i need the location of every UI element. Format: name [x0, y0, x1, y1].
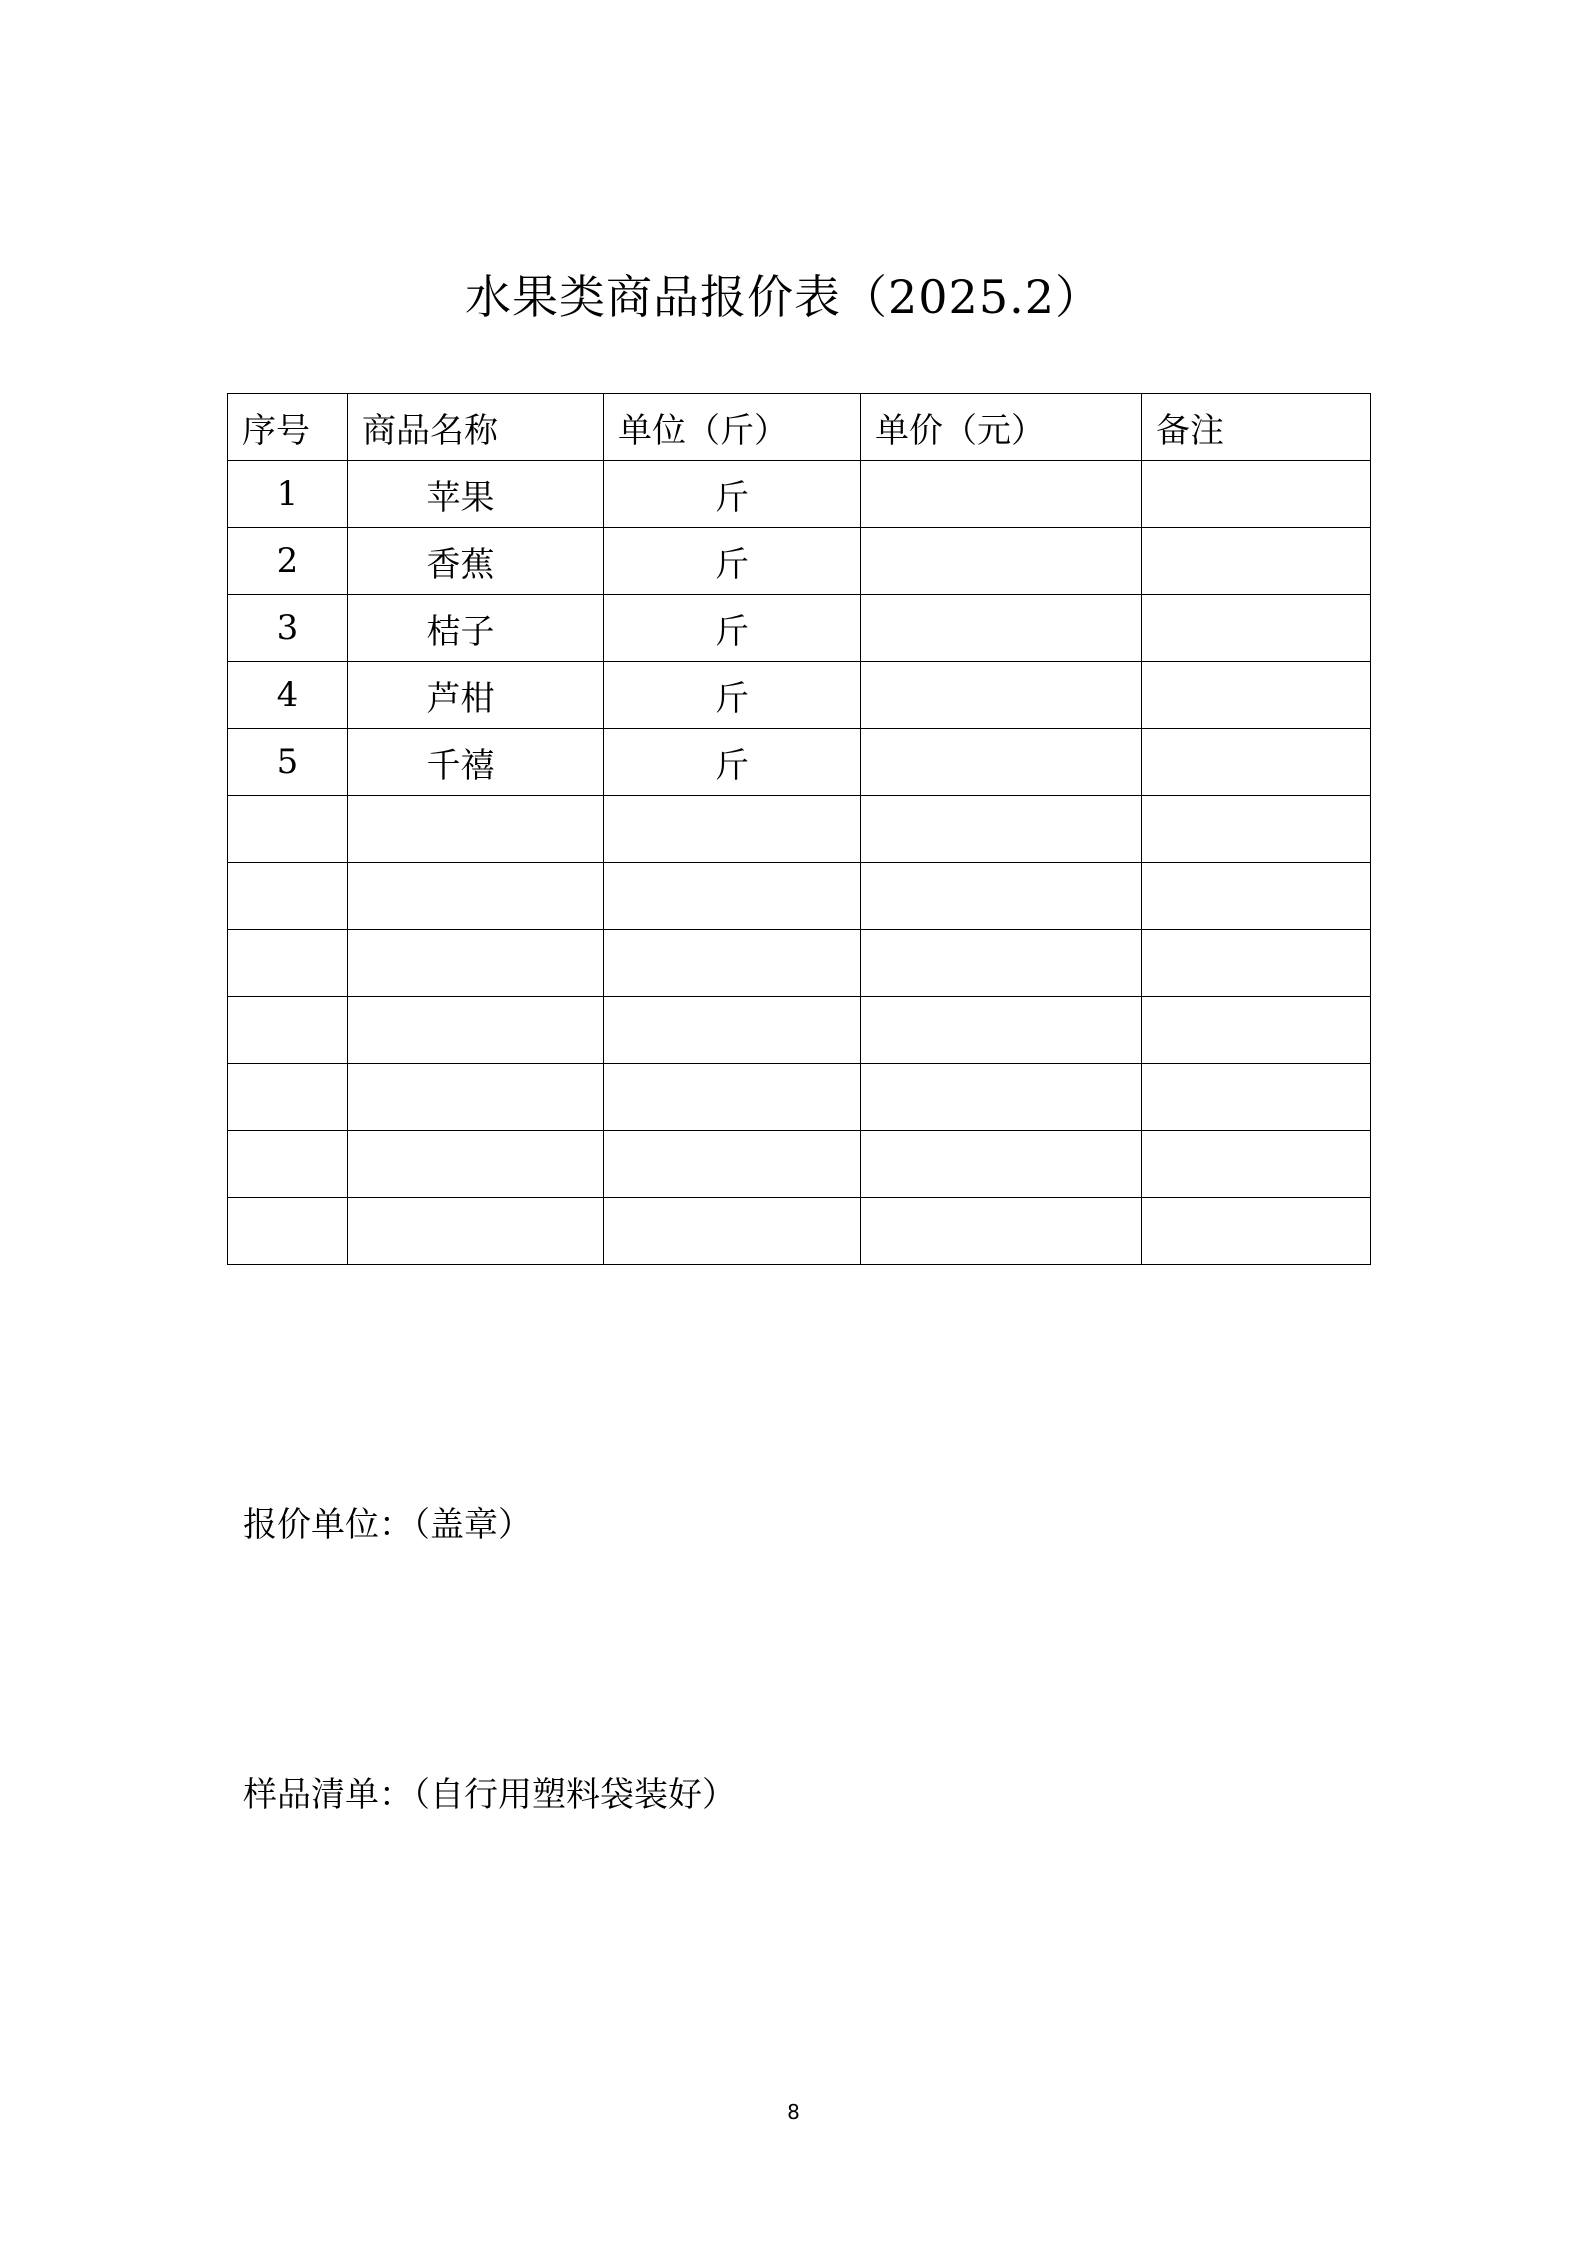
cell-unit — [604, 930, 861, 997]
cell-seq — [228, 1064, 348, 1131]
cell-note — [1142, 796, 1371, 863]
cell-unit: 斤 — [604, 662, 861, 729]
title-text: 水果类商品报价表（2025.2） — [465, 270, 1102, 324]
header-unit: 单位（斤） — [604, 394, 861, 461]
cell-seq — [228, 796, 348, 863]
cell-note — [1142, 1131, 1371, 1198]
header-note: 备注 — [1142, 394, 1371, 461]
cell-seq — [228, 1131, 348, 1198]
cell-note — [1142, 528, 1371, 595]
cell-product-name — [348, 1198, 604, 1265]
table-row — [228, 1198, 1371, 1265]
table-row — [228, 997, 1371, 1064]
cell-unit: 斤 — [604, 729, 861, 796]
cell-product-name: 千禧 — [348, 729, 604, 796]
table-row — [228, 595, 1371, 662]
header-unit-price: 单价（元） — [861, 394, 1142, 461]
cell-product-name — [348, 997, 604, 1064]
cell-product-name: 苹果 — [348, 461, 604, 528]
table-row — [228, 729, 1371, 796]
cell-seq: 5 — [228, 729, 348, 796]
cell-note — [1142, 1064, 1371, 1131]
cell-product-name — [348, 1064, 604, 1131]
cell-note — [1142, 863, 1371, 930]
sample-list-label: 样品清单：（自行用塑料袋装好） — [243, 1775, 736, 1815]
cell-seq: 2 — [228, 528, 348, 595]
cell-seq: 1 — [228, 461, 348, 528]
table-row — [228, 662, 1371, 729]
table-row — [228, 528, 1371, 595]
cell-seq — [228, 997, 348, 1064]
cell-note — [1142, 729, 1371, 796]
table-row — [228, 930, 1371, 997]
cell-unit-price — [861, 1064, 1142, 1131]
cell-product-name: 桔子 — [348, 595, 604, 662]
cell-note — [1142, 595, 1371, 662]
table-header-row — [228, 394, 1371, 461]
quote-unit-label: 报价单位：（盖章） — [243, 1505, 532, 1545]
cell-unit-price — [861, 1198, 1142, 1265]
cell-unit-price — [861, 863, 1142, 930]
cell-unit: 斤 — [604, 528, 861, 595]
cell-unit-price — [861, 997, 1142, 1064]
table-row — [228, 796, 1371, 863]
cell-seq: 3 — [228, 595, 348, 662]
cell-unit-price — [861, 662, 1142, 729]
table-row — [228, 863, 1371, 930]
cell-unit-price — [861, 729, 1142, 796]
cell-note — [1142, 930, 1371, 997]
price-quote-table — [227, 393, 1371, 1265]
cell-note — [1142, 662, 1371, 729]
cell-unit-price — [861, 595, 1142, 662]
cell-product-name: 芦柑 — [348, 662, 604, 729]
cell-unit-price — [861, 930, 1142, 997]
table-row — [228, 1064, 1371, 1131]
cell-product-name — [348, 796, 604, 863]
cell-product-name — [348, 863, 604, 930]
cell-unit — [604, 863, 861, 930]
cell-unit — [604, 1064, 861, 1131]
header-product-name: 商品名称 — [348, 394, 604, 461]
cell-unit — [604, 1131, 861, 1198]
cell-product-name: 香蕉 — [348, 528, 604, 595]
cell-unit-price — [861, 528, 1142, 595]
cell-note — [1142, 1198, 1371, 1265]
cell-seq — [228, 930, 348, 997]
cell-note — [1142, 997, 1371, 1064]
page-number: 8 — [787, 2100, 800, 2124]
table-body — [228, 461, 1371, 1265]
cell-product-name — [348, 930, 604, 997]
cell-unit — [604, 997, 861, 1064]
cell-seq — [228, 863, 348, 930]
header-seq: 序号 — [228, 394, 348, 461]
cell-unit: 斤 — [604, 595, 861, 662]
table-row — [228, 1131, 1371, 1198]
cell-product-name — [348, 1131, 604, 1198]
table-row — [228, 461, 1371, 528]
cell-seq — [228, 1198, 348, 1265]
cell-unit-price — [861, 796, 1142, 863]
cell-unit-price — [861, 461, 1142, 528]
cell-unit-price — [861, 1131, 1142, 1198]
cell-seq: 4 — [228, 662, 348, 729]
page-title — [0, 262, 1587, 332]
cell-unit — [604, 1198, 861, 1265]
cell-unit: 斤 — [604, 461, 861, 528]
cell-note — [1142, 461, 1371, 528]
cell-unit — [604, 796, 861, 863]
